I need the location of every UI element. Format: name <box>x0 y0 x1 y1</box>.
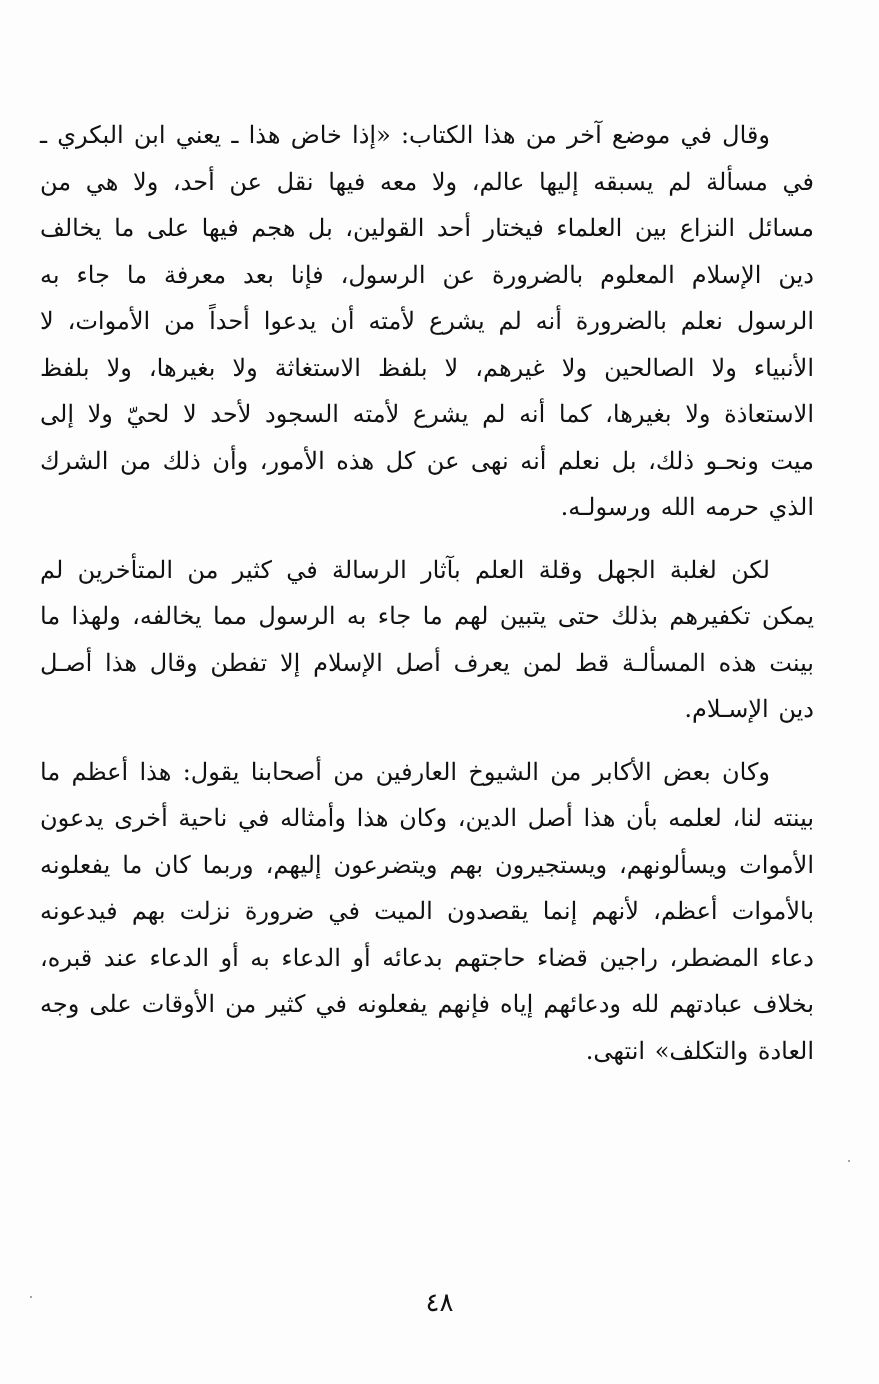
body-text <box>40 112 814 1090</box>
paragraph-2: لكن لغلبة الجهل وقلة العلم بآثار الرسالة في كثير من المتأخرين لم يمكن تكفيرهم بذلك حتى يتبين لهم ما جاء به الرسول مما يخالفه، ولهذا ما بينت هذه المسألـة قط لمن يعرف أصل الإسلام إلا تفطن وقال هذا أصـل دين الإسـلام. <box>40 555 814 723</box>
paragraph-3: وكان بعض الأكابر من الشيوخ العارفين من أصحابنا يقول: هذا أعظم ما بينته لنا، لعلمه بأن هذا أصل الدين، وكان هذا وأمثاله في ناحية أخرى يدعون الأموات ويسألونهم، ويستجيرون بهم ويتضرعون إليهم، وربما كان ما يفعلونه بالأموات أعظم، لأنهم إنما يقصدون الميت في ضرورة نزلت بهم فيدعونه دعاء المضطر، راجين قضاء حاجتهم بدعائه أو الدعاء به أو الدعاء عند قبره، بخلاف عبادتهم لله ودعائهم إياه فإنهم يفعلونه في كثير من الأوقات على وجه العادة والتكلف» انتهى. <box>40 757 814 1065</box>
scan-speck <box>848 1160 850 1162</box>
scan-speck <box>30 1296 32 1298</box>
page-number: ٤٨ <box>425 1288 454 1318</box>
paragraph-1: وقال في موضع آخر من هذا الكتاب: «إذا خاض هذا ـ يعني ابن البكري ـ في مسألة لم يسبقه إليها عالم، ولا معه فيها نقل عن أحد، ولا هي من مسائل النزاع بين العلماء فيختار أحد القولين، بل هجم فيها على ما يخالف دين الإسلام المعلوم بالضرورة عن الرسول، فإنا بعد معرفة ما جاء به الرسول نعلم بالضرورة أنه لم يشرع لأمته أن يدعوا أحداً من الأموات، لا الأنبياء ولا الصالحين ولا غيرهم، لا بلفظ الاستغاثة ولا بغيرها، ولا بلفظ الاستعاذة ولا بغيرها، كما أنه لم يشرع لأمته السجود لأحد لا لحيّ ولا إلى ميت ونحـو ذلك، بل نعلم أنه نهى عن كل هذه الأمور، وأن ذلك من الشرك الذي حرمه الله ورسولـه. <box>40 121 814 521</box>
